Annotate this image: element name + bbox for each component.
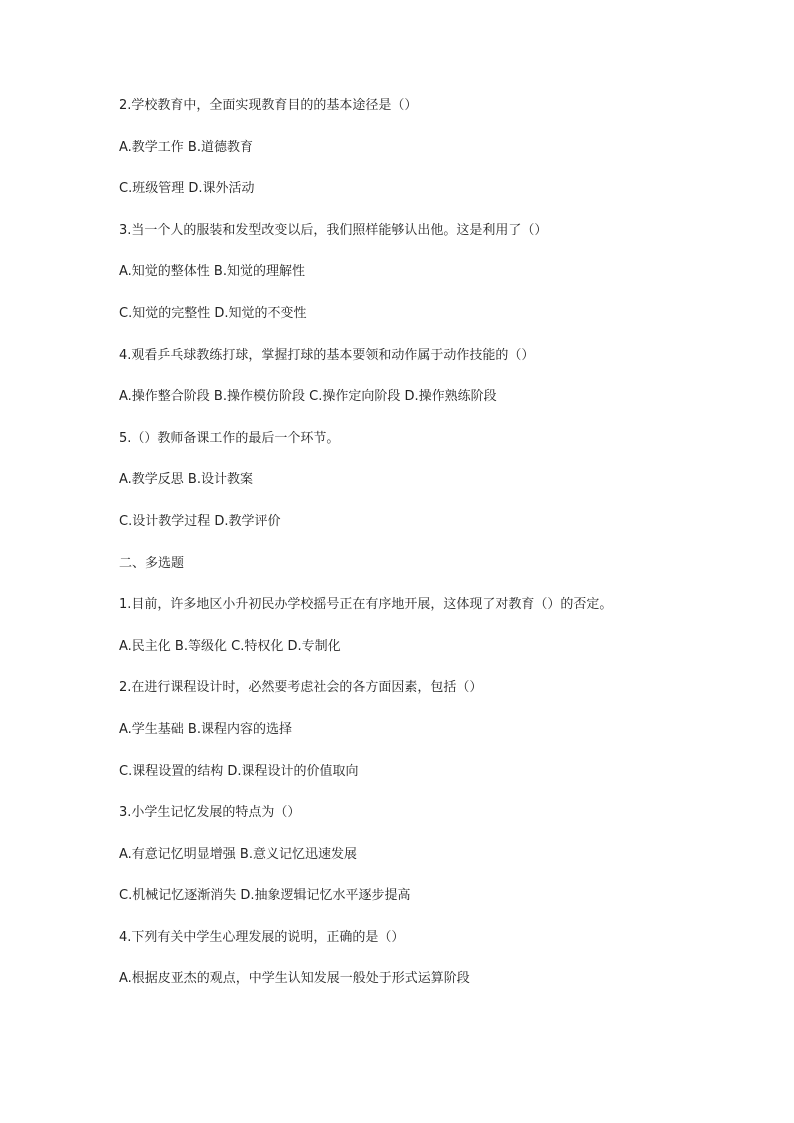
question-4-options: A.操作整合阶段 B.操作模仿阶段 C.操作定向阶段 D.操作熟练阶段 xyxy=(119,389,497,405)
question-3-stem: 3.当一个人的服装和发型改变以后，我们照样能够认出他。这是利用了（） xyxy=(119,222,548,238)
question-2-options-ab: A.教学工作 B.道德教育 xyxy=(119,139,253,155)
mc-question-1-stem: 1.目前，许多地区小升初民办学校摇号正在有序地开展，这体现了对教育（）的否定。 xyxy=(119,597,613,613)
document-content xyxy=(119,96,679,1011)
question-5-options-cd: C.设计教学过程 D.教学评价 xyxy=(119,513,281,529)
question-2-options-cd: C.班级管理 D.课外活动 xyxy=(119,181,255,197)
mc-question-4-stem: 4.下列有关中学生心理发展的说明，正确的是（） xyxy=(119,929,405,945)
section-heading-multiple-choice: 二、多选题 xyxy=(119,555,185,571)
question-5-options-ab: A.教学反思 B.设计教案 xyxy=(119,472,253,488)
mc-question-3-options-ab: A.有意记忆明显增强 B.意义记忆迅速发展 xyxy=(119,846,357,862)
mc-question-2-options-ab: A.学生基础 B.课程内容的选择 xyxy=(119,721,292,737)
mc-question-3-stem: 3.小学生记忆发展的特点为（） xyxy=(119,805,301,821)
question-5-stem: 5.（）教师备课工作的最后一个环节。 xyxy=(119,430,340,446)
mc-question-2-options-cd: C.课程设置的结构 D.课程设计的价值取向 xyxy=(119,763,359,779)
question-2-stem: 2.学校教育中，全面实现教育目的的基本途径是（） xyxy=(119,98,418,113)
question-3-options-ab: A.知觉的整体性 B.知觉的理解性 xyxy=(119,264,305,280)
question-3-options-cd: C.知觉的完整性 D.知觉的不变性 xyxy=(119,305,307,321)
mc-question-1-options: A.民主化 B.等级化 C.特权化 D.专制化 xyxy=(119,638,341,654)
question-4-stem: 4.观看乒乓球教练打球，掌握打球的基本要领和动作属于动作技能的（） xyxy=(119,347,535,363)
mc-question-4-option-a: A.根据皮亚杰的观点，中学生认知发展一般处于形式运算阶段 xyxy=(119,971,470,987)
mc-question-3-options-cd: C.机械记忆逐渐消失 D.抽象逻辑记忆水平逐步提高 xyxy=(119,888,411,904)
mc-question-2-stem: 2.在进行课程设计时，必然要考虑社会的各方面因素，包括（） xyxy=(119,680,483,696)
